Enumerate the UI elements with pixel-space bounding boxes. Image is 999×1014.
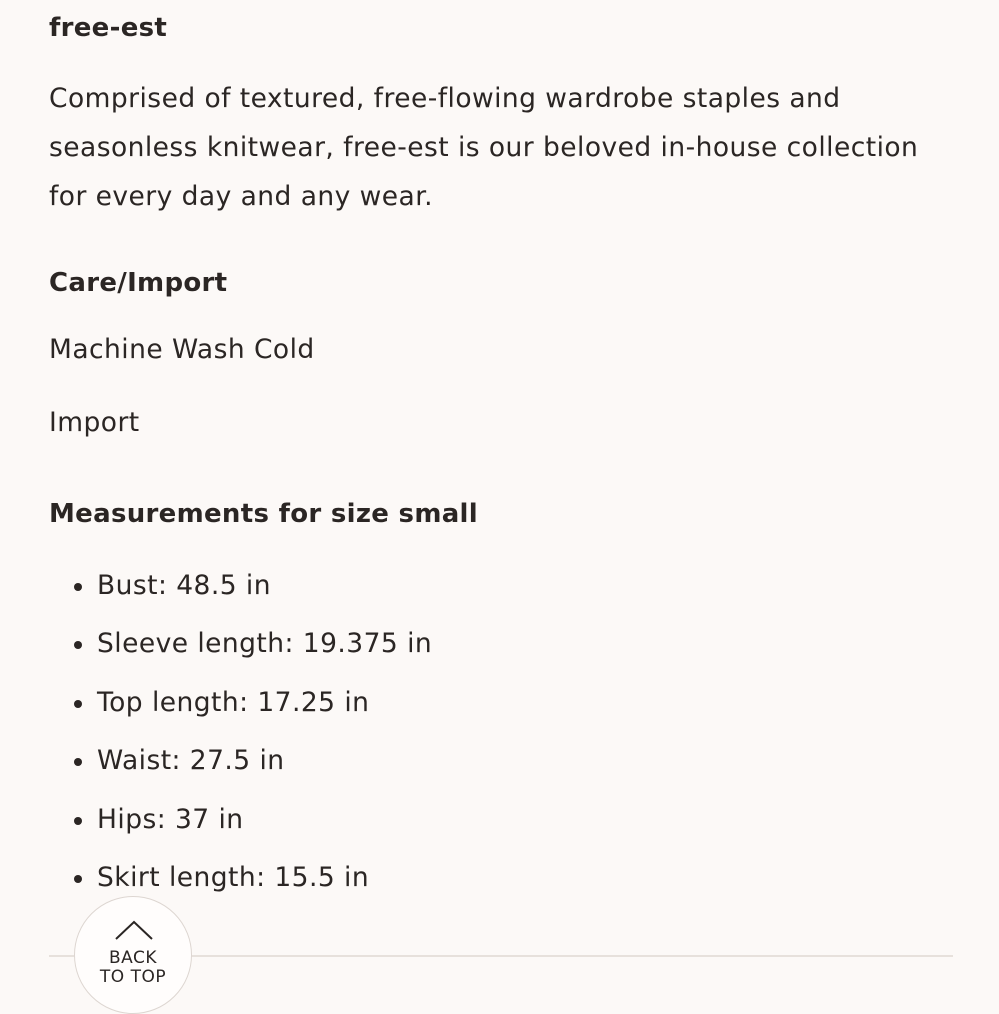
measurement-skirt-length: Skirt length: 15.5 in [97,861,370,893]
list-item [49,741,432,799]
measurement-hips: Hips: 37 in [97,803,244,835]
measurements-list [49,566,432,916]
back-to-top-line2: TO TOP [99,967,167,987]
collection-description: Comprised of textured, free-flowing wardrobe staples and seasonless knitwear, free-est is our beloved in-house collection for every day and any wear. [49,83,919,212]
back-to-top-button[interactable] [74,896,192,1014]
back-to-top-label [75,949,191,987]
measurement-sleeve-length: Sleeve length: 19.375 in [97,628,433,660]
bullet-icon [74,875,82,883]
measurement-waist: Waist: 27.5 in [97,745,285,777]
measurement-top-length: Top length: 17.25 in [97,686,370,718]
list-item [49,683,432,741]
bullet-icon [74,817,82,825]
bullet-icon [74,700,82,708]
list-item [49,624,432,682]
care-instruction: Machine Wash Cold [49,334,315,365]
care-import-heading: Care/Import [49,268,228,298]
measurements-heading: Measurements for size small [49,499,478,529]
bullet-icon [74,583,82,591]
back-to-top-line1: BACK [108,948,157,968]
import-note: Import [49,407,140,438]
list-item [49,800,432,858]
list-item [49,566,432,624]
measurement-bust: Bust: 48.5 in [97,570,271,601]
bullet-icon [74,641,82,649]
collection-heading: free-est [49,13,168,43]
bullet-icon [74,758,82,766]
chevron-up-icon [114,918,154,942]
